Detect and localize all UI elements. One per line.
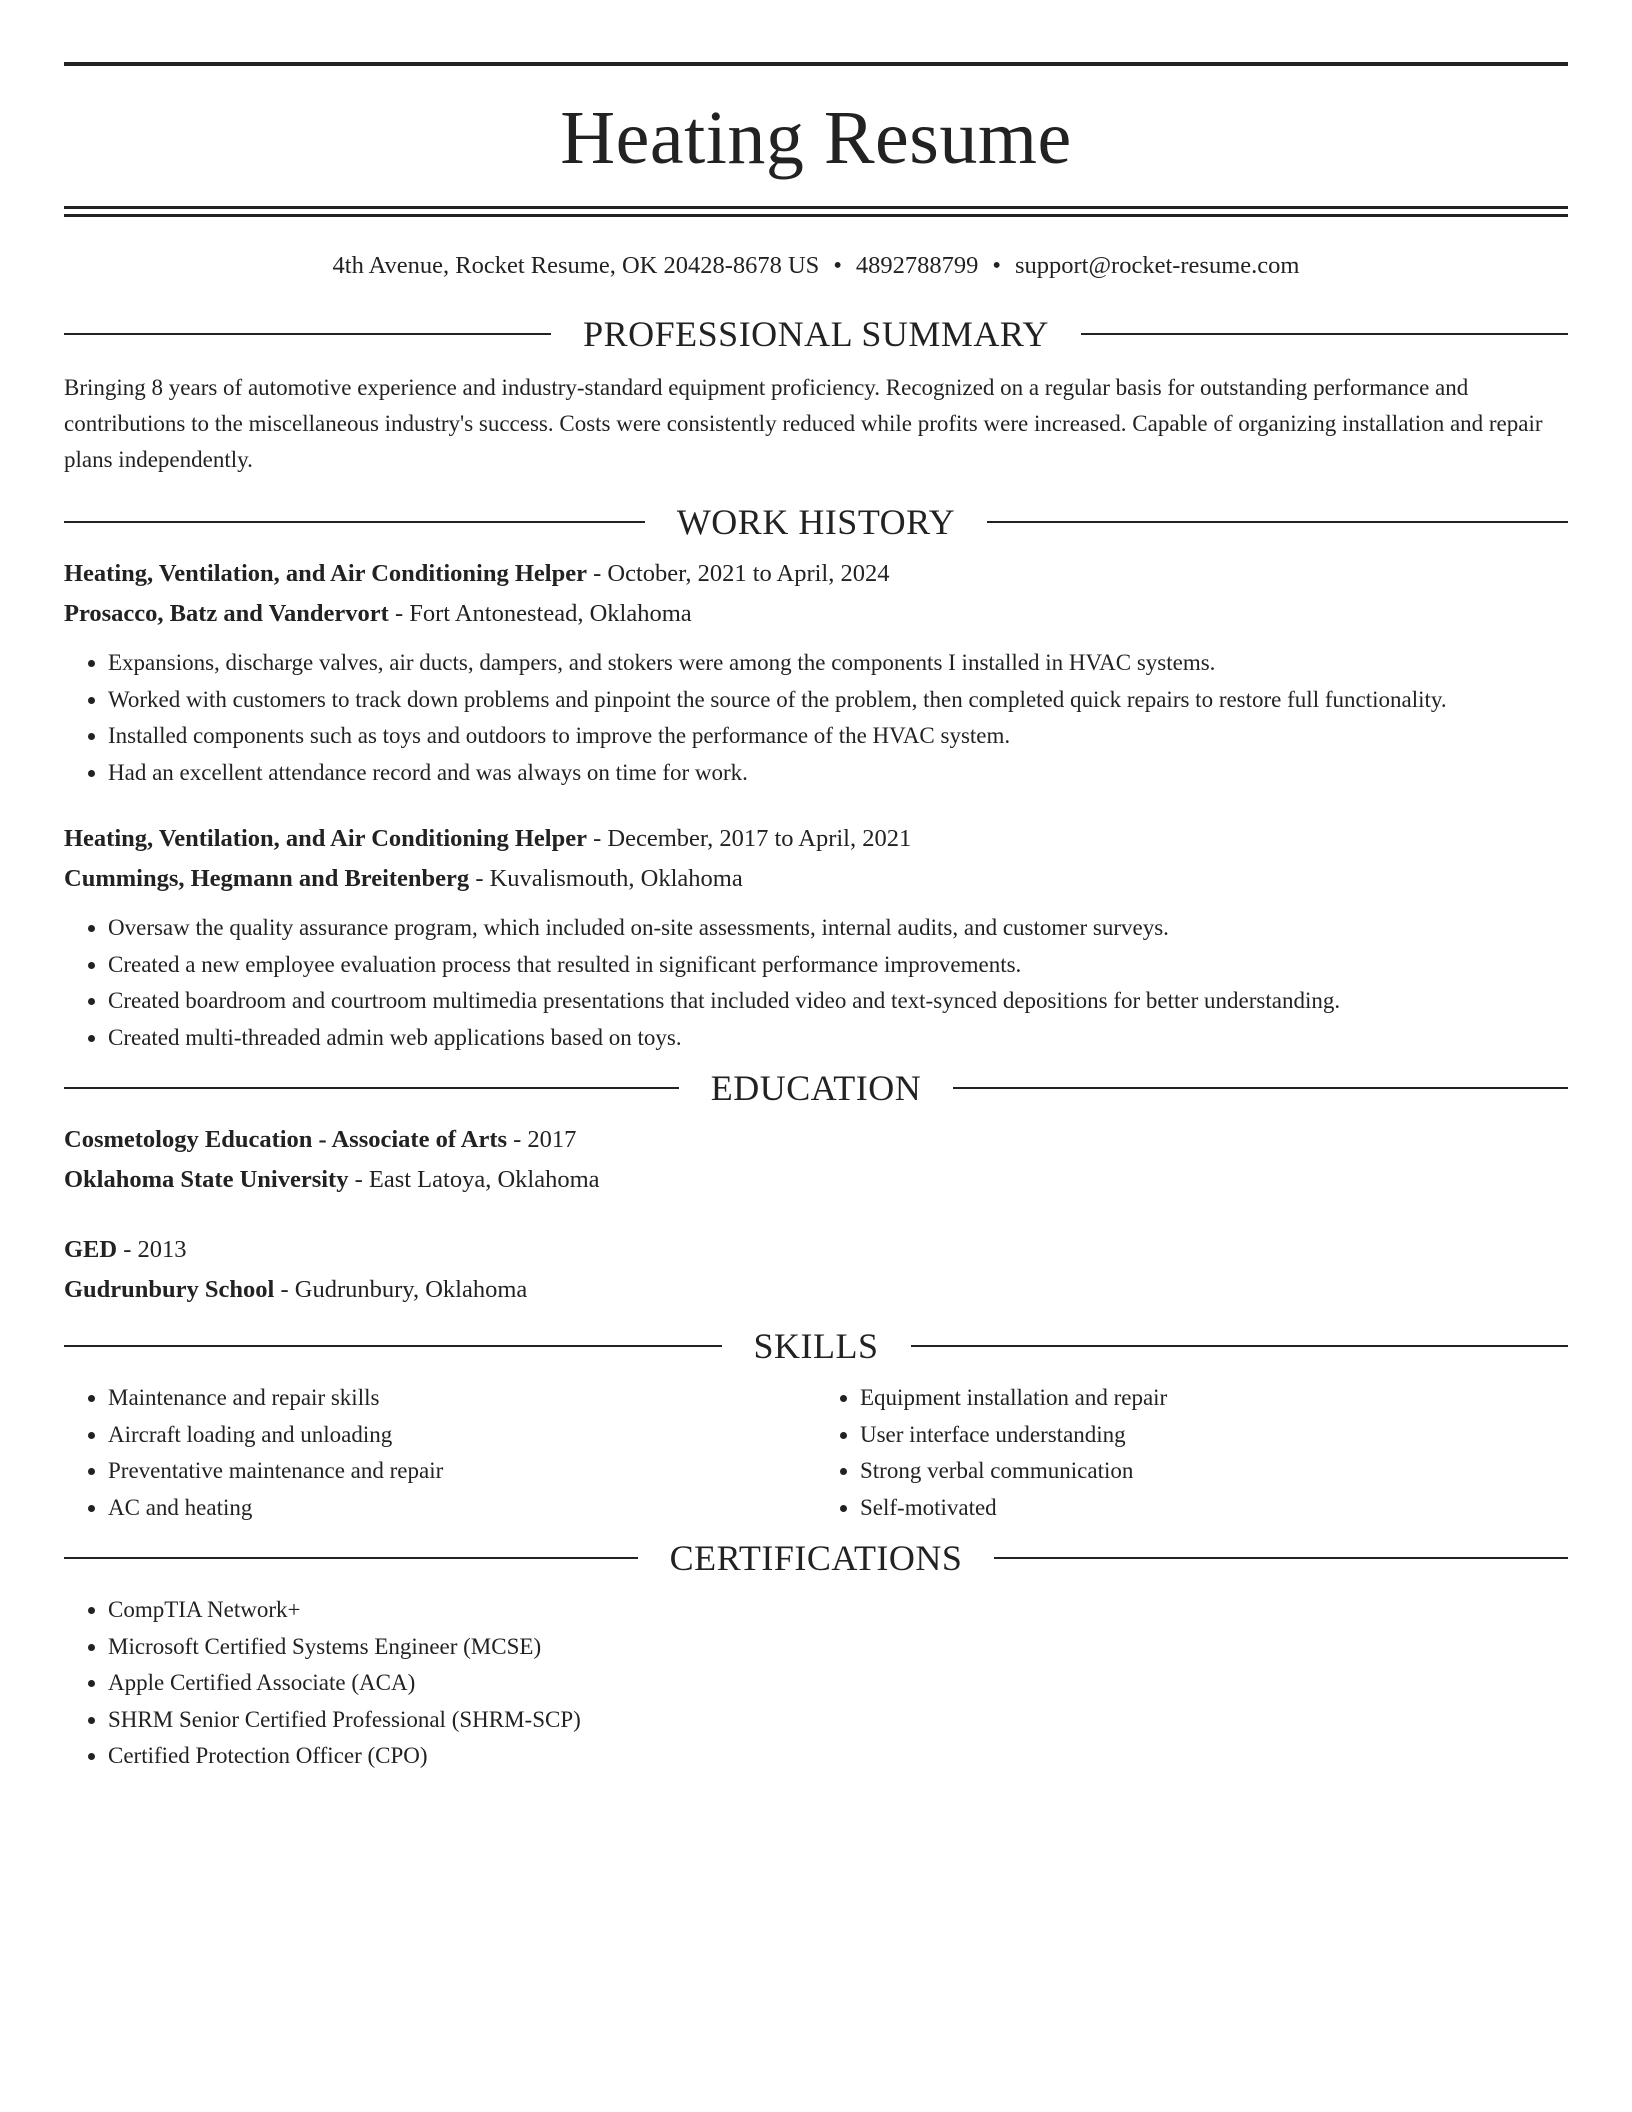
contact-phone: 4892788799 (855, 252, 979, 279)
certifications-list (64, 1592, 1568, 1775)
job-dates: - December, 2017 to April, 2021 (586, 825, 912, 853)
skill-item: • Equipment installation and repair (860, 1380, 1568, 1417)
heading-rule (1081, 333, 1568, 335)
section-title: WORK HISTORY (676, 502, 956, 543)
section-title: PROFESSIONAL SUMMARY (583, 314, 1049, 355)
section-heading-skills (64, 1326, 1568, 1367)
certification-item: • Microsoft Certified Systems Engineer (MCSE) (108, 1629, 1568, 1666)
job-company: Cummings, Hegmann and Breitenberg (64, 865, 470, 893)
contact-separator: • (833, 252, 842, 279)
education-year: - 2017 (507, 1126, 577, 1154)
section-title: SKILLS (753, 1326, 879, 1367)
skills-column-left (64, 1380, 816, 1526)
skill-item: • Aircraft loading and unloading (108, 1417, 816, 1454)
job-bullets (64, 910, 1568, 1056)
certification-item: • Apple Certified Associate (ACA) (108, 1665, 1568, 1702)
job-entry (64, 819, 1568, 1056)
heading-rule (911, 1345, 1569, 1347)
job-company: Prosacco, Batz and Vandervort (64, 600, 389, 628)
top-rule (64, 62, 1568, 66)
skill-item: • User interface understanding (860, 1417, 1568, 1454)
section-title: EDUCATION (710, 1068, 922, 1109)
education-location: - Gudrunbury, Oklahoma (274, 1276, 528, 1304)
education-school: Gudrunbury School (64, 1276, 275, 1304)
heading-rule (64, 1557, 638, 1559)
education-entry (64, 1120, 1568, 1200)
contact-line (64, 251, 1568, 280)
job-bullets (64, 645, 1568, 791)
contact-separator: • (992, 252, 1001, 279)
skills-grid (64, 1380, 1568, 1526)
job-title: Heating, Ventilation, and Air Conditioning Helper (64, 560, 587, 588)
section-heading-education (64, 1068, 1568, 1109)
education-degree-line (64, 1230, 1568, 1270)
skill-item: • Strong verbal communication (860, 1453, 1568, 1490)
skills-column-right (816, 1380, 1568, 1526)
job-bullet: • Expansions, discharge valves, air ducts, dampers, and stokers were among the components I installed in HVAC systems. (108, 645, 1568, 682)
skill-item: • Preventative maintenance and repair (108, 1453, 816, 1490)
job-company-line (64, 859, 1568, 899)
double-rule (64, 206, 1568, 217)
contact-address: 4th Avenue, Rocket Resume, OK 20428-8678 US (332, 252, 820, 279)
job-bullet: • Installed components such as toys and outdoors to improve the performance of the HVAC system. (108, 718, 1568, 755)
skill-item: • Self-motivated (860, 1490, 1568, 1527)
skill-item: • Maintenance and repair skills (108, 1380, 816, 1417)
job-bullet: • Oversaw the quality assurance program, which included on-site assessments, internal audits, and customer surveys. (108, 910, 1568, 947)
job-title-line (64, 819, 1568, 859)
section-heading-work-history (64, 502, 1568, 543)
job-bullet: • Created boardroom and courtroom multimedia presentations that included video and text-synced depositions for better understanding. (108, 983, 1568, 1020)
job-location: - Kuvalismouth, Oklahoma (469, 865, 743, 893)
education-degree-line (64, 1120, 1568, 1160)
contact-email: support@rocket-resume.com (1014, 252, 1300, 279)
job-company-line (64, 594, 1568, 634)
education-degree: GED (64, 1236, 118, 1264)
education-school: Oklahoma State University (64, 1166, 349, 1194)
job-bullet: • Had an excellent attendance record and was always on time for work. (108, 755, 1568, 792)
summary-text: Bringing 8 years of automotive experience and industry-standard equipment proficiency. Recognized on a regular basis for outstanding performance and contributions to the miscellaneous industry's success. Costs were consistently reduced while profits were increased. Capable of organizing installation and repair plans independently. (64, 375, 1543, 473)
heading-rule (987, 521, 1568, 523)
job-title: Heating, Ventilation, and Air Conditioning Helper (64, 825, 587, 853)
education-location: - East Latoya, Oklahoma (348, 1166, 600, 1194)
education-school-line (64, 1160, 1568, 1200)
job-bullet: • Created multi-threaded admin web applications based on toys. (108, 1020, 1568, 1057)
section-title: CERTIFICATIONS (669, 1538, 963, 1579)
section-heading-summary (64, 314, 1568, 355)
job-entry (64, 554, 1568, 791)
education-entry (64, 1230, 1568, 1310)
heading-rule (64, 333, 551, 335)
certification-item: • CompTIA Network+ (108, 1592, 1568, 1629)
heading-rule (64, 1087, 679, 1089)
job-bullet: • Created a new employee evaluation process that resulted in significant performance improvements. (108, 947, 1568, 984)
skill-item: • AC and heating (108, 1490, 816, 1527)
resume-name: Heating Resume (560, 96, 1072, 180)
education-degree: Cosmetology Education - Associate of Arts (64, 1126, 508, 1154)
job-location: - Fort Antonestead, Oklahoma (388, 600, 692, 628)
job-title-line (64, 554, 1568, 594)
section-heading-certifications (64, 1538, 1568, 1579)
job-dates: - October, 2021 to April, 2024 (586, 560, 890, 588)
heading-rule (953, 1087, 1568, 1089)
heading-rule (64, 521, 645, 523)
heading-rule (994, 1557, 1568, 1559)
certification-item: • SHRM Senior Certified Professional (SHRM-SCP) (108, 1702, 1568, 1739)
job-bullet: • Worked with customers to track down problems and pinpoint the source of the problem, then completed quick repairs to restore full functionality. (108, 682, 1568, 719)
education-year: - 2013 (117, 1236, 187, 1264)
education-school-line (64, 1270, 1568, 1310)
heading-rule (64, 1345, 722, 1347)
certification-item: • Certified Protection Officer (CPO) (108, 1738, 1568, 1775)
